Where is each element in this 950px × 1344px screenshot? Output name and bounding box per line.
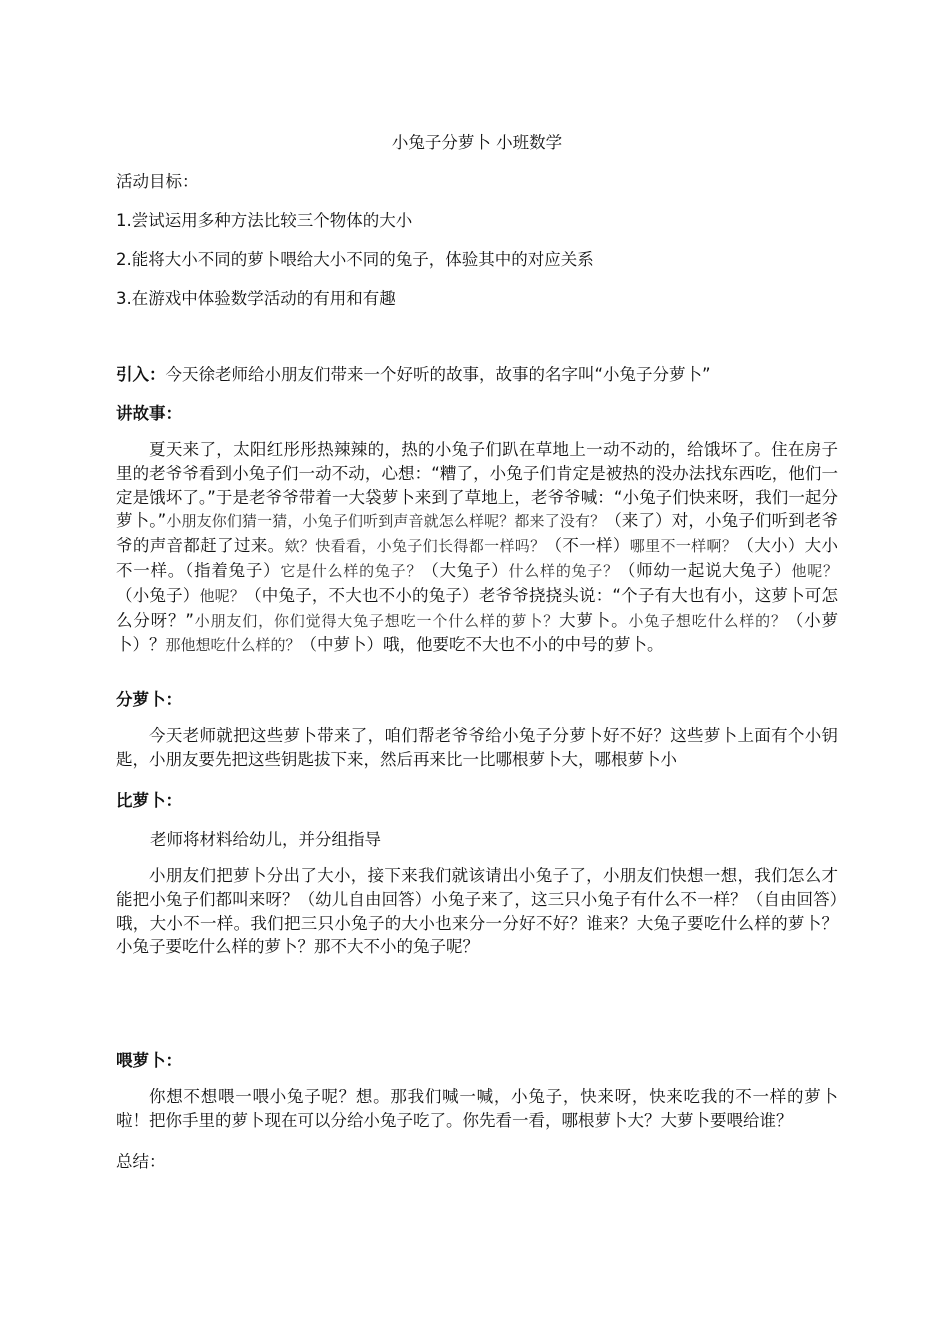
story-question-5: 什么样的兔子？ bbox=[508, 561, 619, 580]
feed-text: 你想不想喂一喂小兔子呢？想。那我们喊一喊，小兔子，快来呀，快来吃我的不一样的萝卜啦！把你手里的萝卜现在可以分给小兔子吃了。你先看一看，哪根萝卜大？大萝卜要喂给谁？ bbox=[116, 1087, 838, 1130]
story-question-8: 小朋友们，你们觉得大兔子想吃一个什么样的萝卜？ bbox=[193, 611, 560, 630]
story-answer-6: （小兔子） bbox=[116, 585, 200, 605]
divide-text: 今天老师就把这些萝卜带来了，咱们帮老爷爷给小兔子分萝卜好不好？这些萝卜上面有个小钥匙，小朋友要先把这些钥匙拔下来，然后再来比一比哪根萝卜大，哪根萝卜小 bbox=[116, 726, 838, 769]
story-question-4: 它是什么样的兔子？ bbox=[280, 561, 423, 580]
story-question-2: 欸？快看看，小兔子们长得都一样吗？ bbox=[284, 537, 546, 556]
story-answer-10: （中萝卜）哦，他要吃不大也不小的中号的萝卜。 bbox=[300, 635, 664, 655]
intro-label: 引入： bbox=[116, 365, 166, 384]
story-question-7: 他呢？ bbox=[199, 586, 246, 605]
intro-text: 今天徐老师给小朋友们带来一个好听的故事，故事的名字叫“小兔子分萝卜” bbox=[165, 365, 711, 384]
document-title: 小兔子分萝卜 小班数学 bbox=[391, 133, 563, 152]
story-answer-5: （师幼一起说大兔子） bbox=[618, 560, 792, 580]
divide-paragraph bbox=[116, 724, 838, 772]
story-answer-9: （小萝卜）？ bbox=[116, 610, 838, 655]
compare-label: 比萝卜： bbox=[116, 791, 182, 810]
story-question-3: 哪里不一样啊？ bbox=[629, 537, 738, 556]
story-answer-7: （中兔子，不大也不小的兔子）老爷爷挠挠头说：“个子有大也有小，这萝卜可怎么分呀？” bbox=[116, 585, 838, 630]
story-answer-4: （大兔子） bbox=[422, 560, 509, 580]
compare-text-1: 老师将材料给幼儿，并分组指导 bbox=[150, 830, 381, 849]
story-question-1: 小朋友你们猜一猜，小兔子们听到声音就怎么样呢？都来了没有？ bbox=[166, 512, 606, 531]
story-question-10: 那他想吃什么样的？ bbox=[165, 636, 301, 655]
intro-line bbox=[116, 361, 711, 385]
story-answer-3: （大小）大小不一样。（指着兔子） bbox=[116, 536, 838, 580]
story-paragraph bbox=[116, 438, 838, 658]
objective-item-1: 1.尝试运用多种方法比较三个物体的大小 bbox=[116, 211, 413, 230]
divide-label: 分萝卜： bbox=[116, 690, 182, 709]
story-answer-1: （来了）对，小兔子们听到老爷爷的声音都赶了过来。 bbox=[116, 511, 838, 556]
objective-item-3: 3.在游戏中体验数学活动的有用和有趣 bbox=[116, 289, 396, 308]
story-text-1: 夏天来了，太阳红彤彤热辣辣的，热的小兔子们趴在草地上一动不动的，给饿坏了。住在房子里的老爷爷看到小兔子们一动不动，心想：“糟了，小兔子们肯定是被热的没办法找东西吃，他们一定是饿坏了。”于是老爷爷带着一大袋萝卜来到了草地上，老爷爷喊：“小兔子们快来呀，我们一起分萝卜。” bbox=[116, 440, 838, 531]
story-question-6: 他呢？ bbox=[791, 561, 838, 580]
story-answer-8: 大萝卜。 bbox=[559, 610, 629, 630]
objective-item-2: 2.能将大小不同的萝卜喂给大小不同的兔子，体验其中的对应关系 bbox=[116, 250, 594, 269]
feed-label: 喂萝卜： bbox=[116, 1051, 182, 1070]
compare-text-2: 小朋友们把萝卜分出了大小，接下来我们就该请出小兔子了，小朋友们快想一想，我们怎么才能把小兔子们都叫来呀？（幼儿自由回答）小兔子来了，这三只小兔子有什么不一样？（自由回答）哦，大小不一样。我们把三只小兔子的大小也来分一分好不好？谁来？大兔子要吃什么样的萝卜？小兔子要吃什么样的萝卜？那不大不小的兔子呢？ bbox=[116, 866, 838, 957]
objectives-label: 活动目标： bbox=[116, 172, 199, 191]
compare-paragraph bbox=[116, 864, 838, 959]
story-label: 讲故事： bbox=[116, 404, 182, 423]
story-question-9: 小兔子想吃什么样的？ bbox=[628, 611, 787, 630]
feed-paragraph bbox=[116, 1085, 838, 1133]
story-answer-2: （不一样） bbox=[545, 536, 630, 556]
summary-label: 总结： bbox=[116, 1152, 166, 1171]
